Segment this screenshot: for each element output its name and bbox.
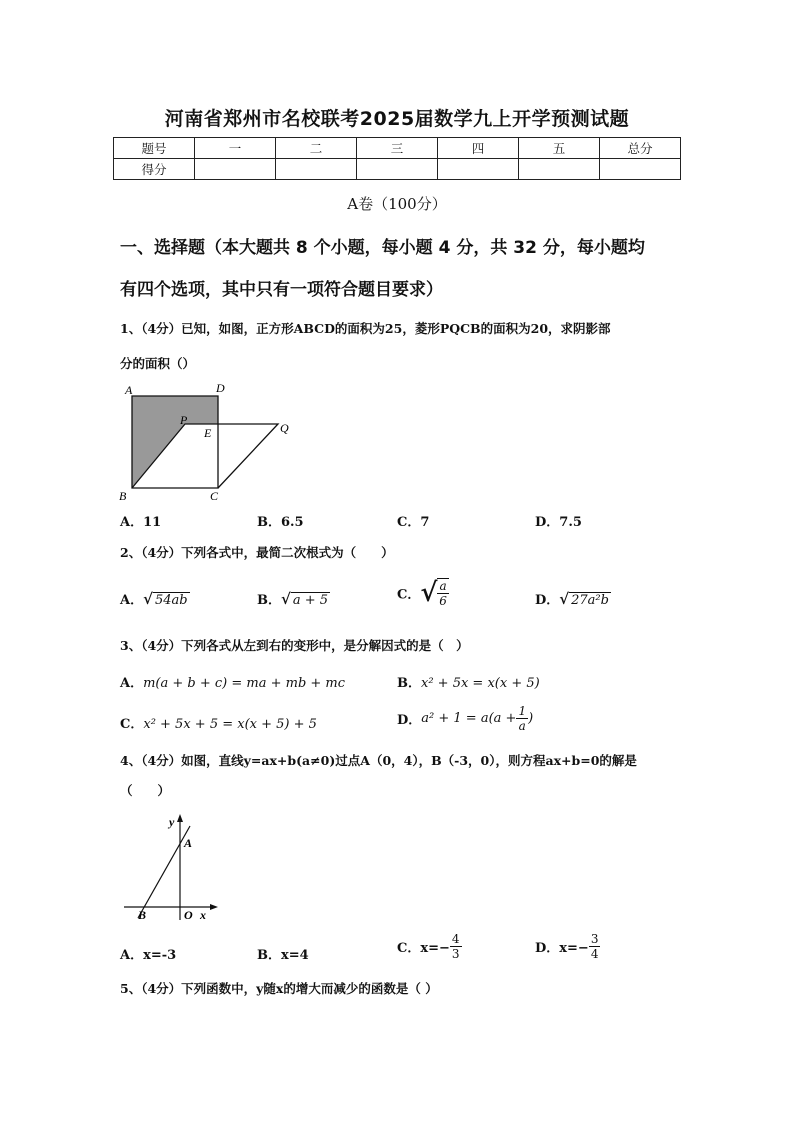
point-label-q: Q [280, 421, 289, 435]
axis-label-x: x [200, 908, 206, 922]
q3-stem: 3、（4分）下列各式从左到右的变形中，是分解因式的是（ ） [120, 638, 469, 653]
part-heading: A卷（100分） [347, 195, 447, 213]
option-prefix: B． [257, 593, 281, 608]
q3-option-b[interactable] [397, 672, 540, 691]
numerator: 1 [518, 704, 527, 718]
option-prefix: B． [397, 676, 421, 691]
score-input-cell [195, 159, 276, 180]
option-prefix: C． [120, 717, 144, 732]
point-label-d: D [216, 381, 225, 395]
option-expression-end: ) [528, 711, 534, 726]
point-label-p: P [180, 413, 188, 427]
score-input-cell [357, 159, 438, 180]
shaded-region [132, 396, 218, 488]
radicand: 54ab [154, 593, 188, 608]
radicand: 27a²b [571, 593, 609, 608]
option-prefix: D． [397, 713, 422, 728]
q4-option-b[interactable]: B．x=4 [257, 948, 309, 963]
score-input-cell [600, 159, 681, 180]
q5-stem: 5、（4分）下列函数中，y随x的增大而减少的函数是（ ） [120, 981, 438, 996]
score-input-cell [276, 159, 357, 180]
option-prefix: C． [397, 587, 421, 603]
score-table-cell: 三 [357, 138, 438, 159]
option-prefix: A． [120, 676, 144, 691]
origin-label: O [184, 908, 193, 922]
score-input-cell [519, 159, 600, 180]
q1-option-a[interactable]: A．11 [120, 515, 162, 530]
q1-stem-line1: 1、（4分）已知，如图，正方形ABCD的面积为25，菱形PQCB的面积为20，求阴影部 [120, 321, 611, 336]
fraction [437, 578, 448, 608]
fraction [516, 704, 528, 733]
option-expression: x² + 5x + 5 = x(x + 5) + 5 [143, 717, 317, 732]
score-table-cell: 得分 [114, 159, 195, 180]
score-table [113, 137, 681, 180]
q4-stem-line2: （ ） [120, 783, 171, 798]
radicand: a + 5 [292, 593, 329, 608]
q3-option-a[interactable] [120, 672, 345, 691]
denominator: a [518, 719, 526, 733]
option-prefix: D．x=− [535, 941, 589, 956]
denominator: 3 [451, 947, 460, 961]
fraction [589, 932, 601, 961]
option-prefix: D． [535, 593, 560, 608]
x-axis-arrow-icon [210, 904, 218, 910]
axis-label-y: y [169, 815, 175, 829]
q1-option-c[interactable]: C．7 [397, 515, 430, 530]
point-label-a: A [184, 836, 193, 850]
numerator: 4 [451, 932, 460, 946]
q2-option-a[interactable] [120, 589, 190, 608]
q2-option-d[interactable] [535, 589, 611, 608]
denominator: 4 [590, 947, 599, 961]
q1-option-d[interactable]: D．7.5 [535, 515, 582, 530]
q1-option-b[interactable]: B．6.5 [257, 515, 304, 530]
option-expression: m(a + b + c) = ma + mb + mc [143, 676, 346, 691]
q4-option-c[interactable] [397, 932, 462, 961]
sqrt-icon: √ [420, 578, 438, 608]
option-expression: a² + 1 = a(a + [421, 711, 517, 726]
point-label-a: A [125, 383, 133, 397]
score-table-cell: 总分 [600, 138, 681, 159]
point-label-b: B [119, 489, 127, 503]
line-graph [138, 826, 193, 918]
option-prefix: A． [120, 593, 144, 608]
section-heading-line1: 一、选择题（本大题共 8 个小题，每小题 4 分，共 32 分，每小题均 [120, 238, 645, 258]
score-table-cell: 二 [276, 138, 357, 159]
q2-stem: 2、（4分）下列各式中，最简二次根式为（ ） [120, 545, 394, 560]
score-input-cell [438, 159, 519, 180]
option-prefix: C．x=− [397, 941, 450, 956]
q2-option-c[interactable] [397, 578, 449, 608]
point-label-c: C [210, 489, 219, 503]
q1-stem-line2: 分的面积（） [120, 356, 196, 371]
page-title: 河南省郑州市名校联考2025届数学九上开学预测试题 [164, 108, 630, 130]
denominator: 6 [439, 594, 447, 608]
q4-figure [118, 812, 222, 924]
q1-figure [110, 378, 310, 504]
q4-option-a[interactable]: A．x=-3 [120, 948, 177, 963]
q3-option-c[interactable] [120, 713, 317, 732]
sqrt-icon: √ [281, 590, 291, 608]
sqrt-icon: √ [143, 590, 153, 608]
numerator: a [439, 579, 447, 593]
q3-option-d[interactable] [397, 704, 533, 733]
y-axis-arrow-icon [177, 814, 183, 822]
score-table-cell: 一 [195, 138, 276, 159]
point-label-b: B [138, 908, 147, 922]
option-expression: x² + 5x = x(x + 5) [421, 676, 540, 691]
score-table-cell: 四 [438, 138, 519, 159]
score-table-cell: 题号 [114, 138, 195, 159]
q4-stem-line1: 4、（4分）如图，直线y=ax+b(a≠0)过点A（0，4），B（-3，0），则方程ax+b=0的解是 [120, 753, 637, 768]
score-table-score-row [114, 159, 681, 180]
sqrt-icon: √ [559, 590, 570, 608]
section-heading-line2: 有四个选项，其中只有一项符合题目要求） [120, 280, 443, 300]
numerator: 3 [590, 932, 599, 946]
q2-option-b[interactable] [257, 589, 330, 608]
fraction [450, 932, 462, 961]
score-table-header-row [114, 138, 681, 159]
point-label-e: E [204, 426, 212, 440]
q4-option-d[interactable] [535, 932, 600, 961]
score-table-cell: 五 [519, 138, 600, 159]
